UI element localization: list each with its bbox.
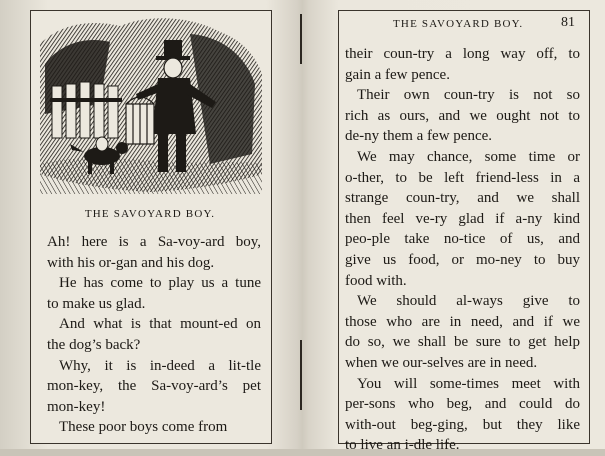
left-page-body [47, 232, 261, 438]
text-line: to live an i-dle life. [345, 437, 460, 454]
text-line: mon-key, the Sa-voy-ard’s pet [47, 378, 261, 395]
text-line: mon-key! [47, 398, 106, 415]
text-line: then feel ve-ry glad if a-ny kind [345, 210, 580, 227]
text-line: Their own coun-try is not so [357, 87, 580, 104]
text-line: He has come to play us a tune [59, 275, 261, 292]
running-head: THE SAVOYARD BOY. [393, 18, 524, 30]
text-line: give us food, or mo-ney to buy [345, 251, 580, 268]
text-line: those who are in need, and if we [345, 313, 580, 330]
text-line: their coun-try a long way off, to [345, 46, 580, 62]
text-line: rich as ours, and we ought not to [345, 107, 580, 124]
text-line: with his or-gan and his dog. [47, 254, 215, 271]
text-line: to make us glad. [47, 295, 146, 312]
text-line: You will some-times meet with [357, 375, 580, 392]
illustration-caption: THE SAVOYARD BOY. [84, 208, 216, 220]
right-page-body [345, 44, 580, 456]
gutter-binding-mark [300, 14, 302, 64]
text-line: with-out beg-ging, but they like [345, 416, 580, 433]
text-line: strange coun-try, and we shall [345, 190, 580, 207]
text-line: Why, it is in-deed a lit-tle [59, 357, 261, 374]
text-line: when we our-selves are in need. [345, 354, 538, 371]
page-number: 81 [561, 15, 575, 30]
text-line: Ah! here is a Sa-voy-ard boy, [47, 234, 261, 250]
text-line: de-ny them a few pence. [345, 128, 493, 145]
text-line: o-ther, to be left friend-less in a [345, 169, 580, 186]
text-line: We should al-ways give to [357, 293, 580, 310]
text-line: gain a few pence. [345, 66, 450, 83]
text-line: do so, we shall be sure to get help [345, 334, 580, 351]
text-line: We may chance, some time or [357, 148, 580, 165]
text-line: And what is that mount-ed on [59, 316, 261, 333]
text-line: peo-ple take no-tice of us, and [345, 231, 580, 248]
gutter-binding-mark [300, 340, 302, 410]
text-line: These poor boys come from [59, 419, 228, 436]
text-line: food with. [345, 272, 407, 289]
text-line: the dog’s back? [47, 336, 141, 353]
text-line: per-sons who beg, and could do [345, 396, 580, 413]
savoyard-boy-illustration [40, 14, 262, 194]
